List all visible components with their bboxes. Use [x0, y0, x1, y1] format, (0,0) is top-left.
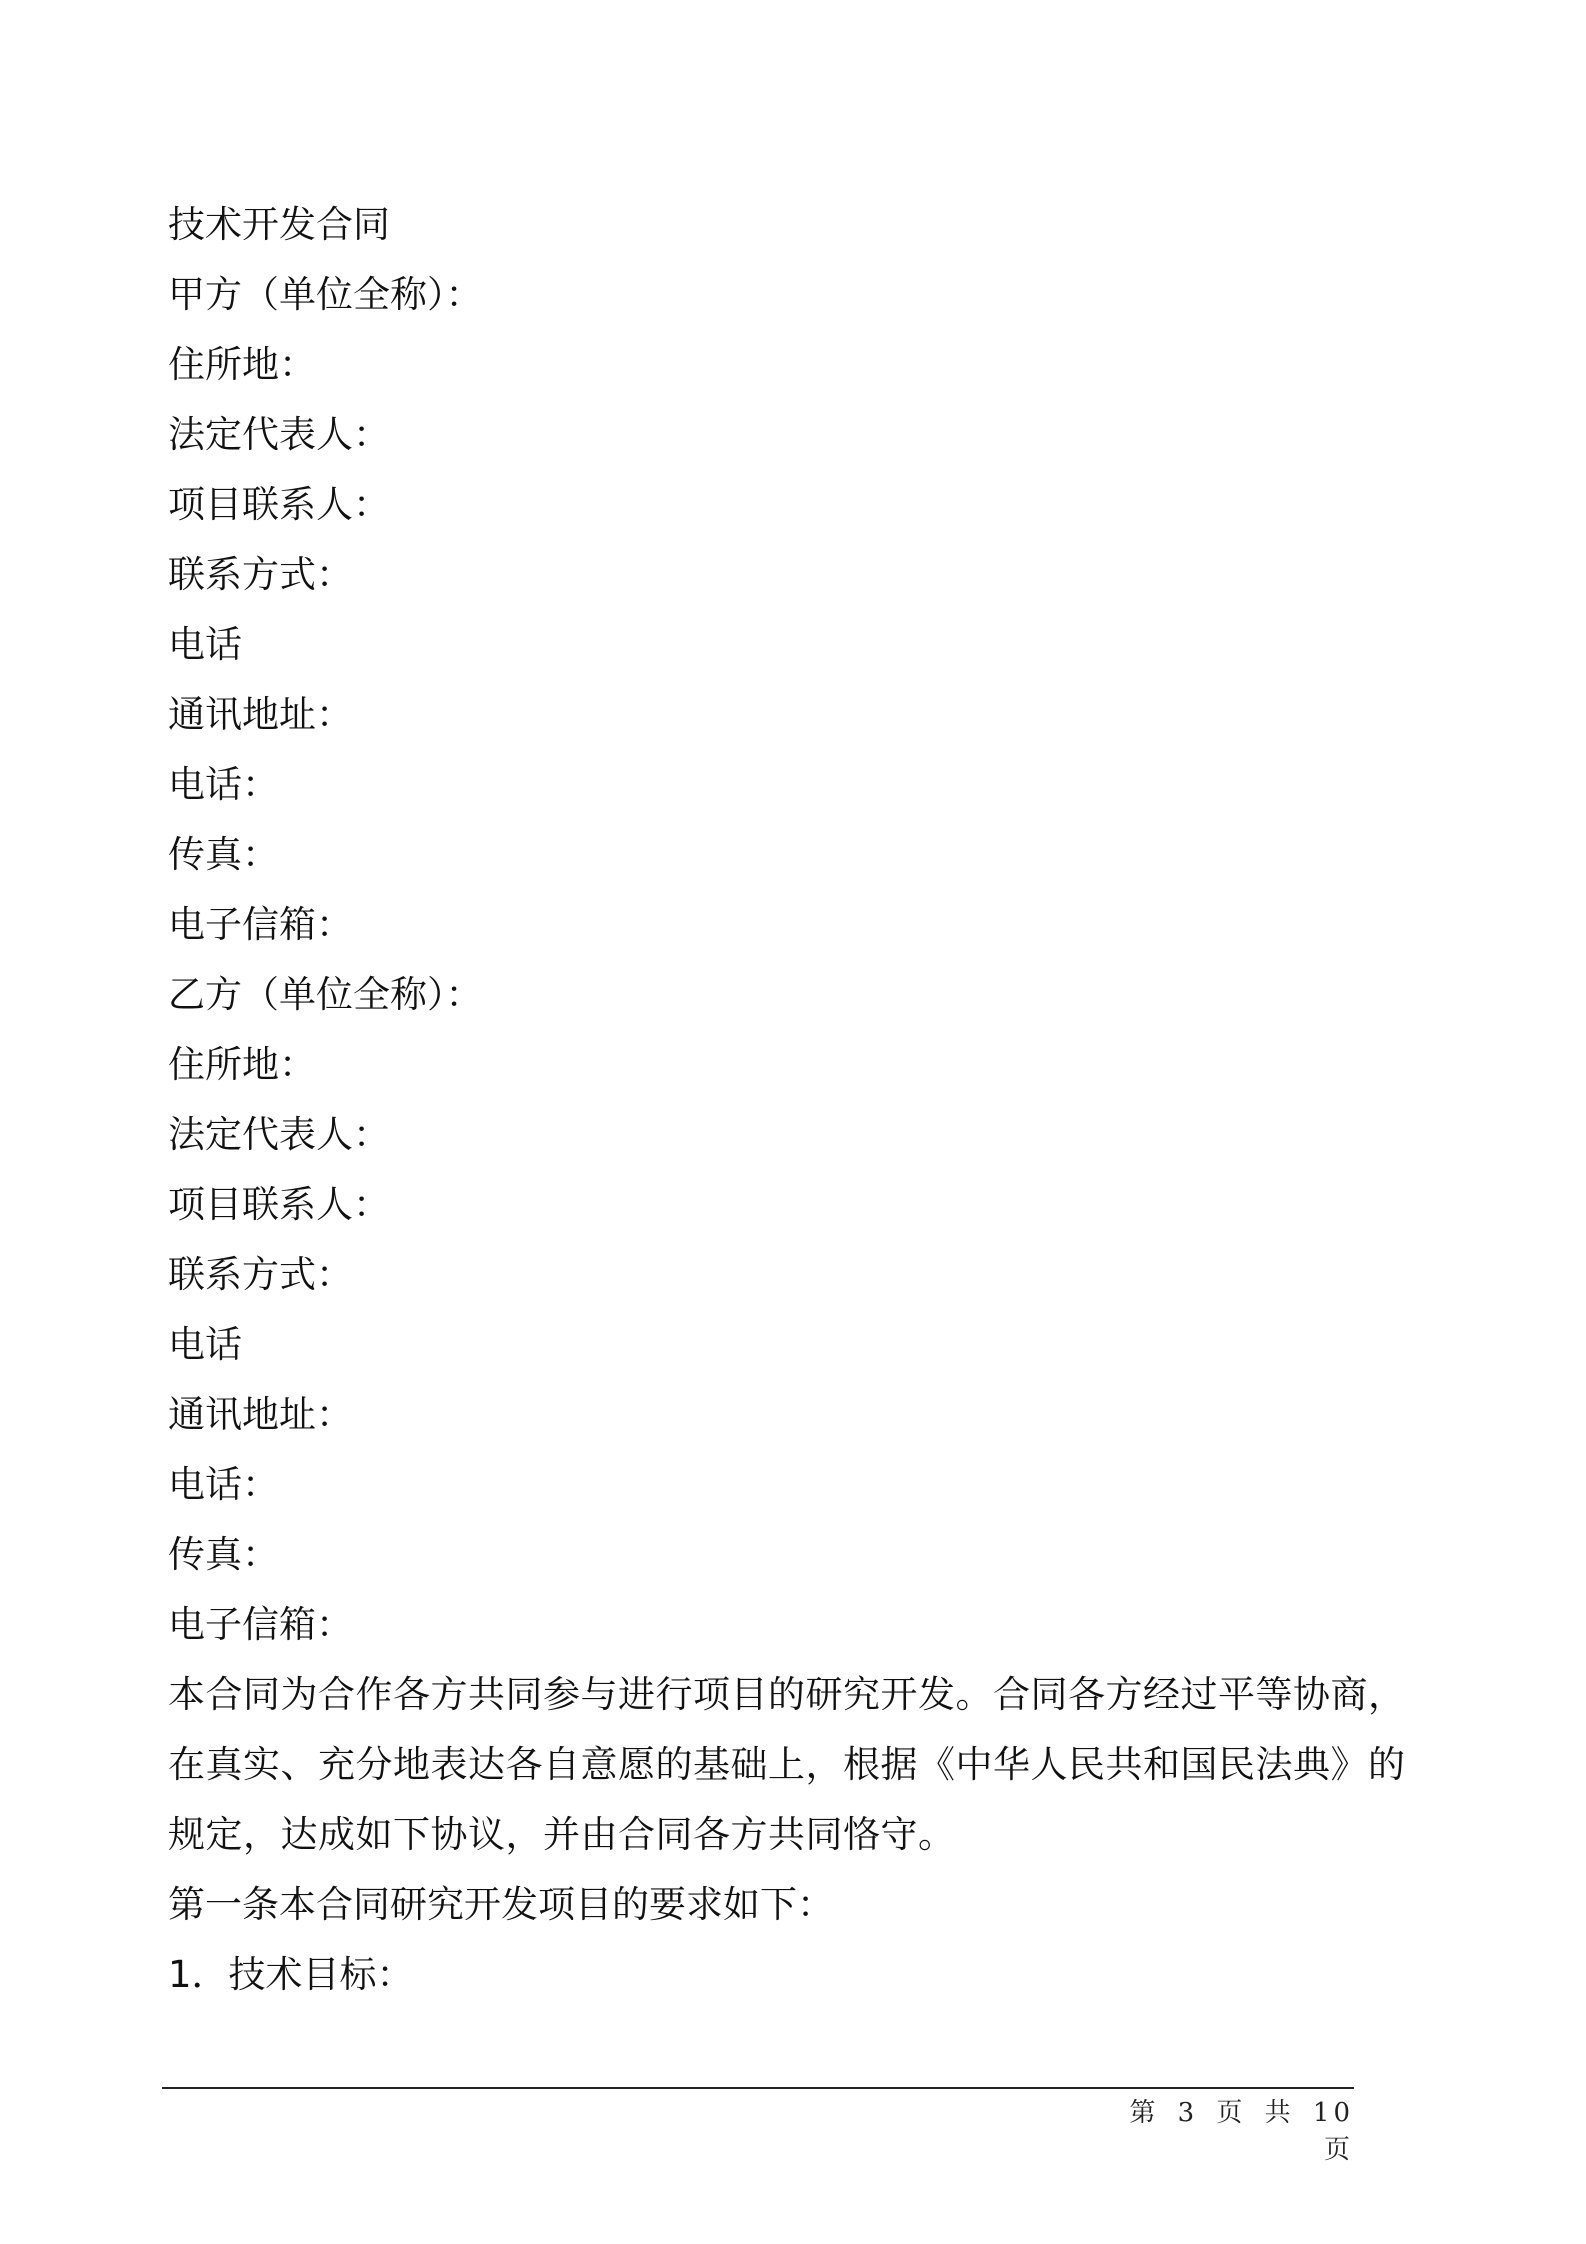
- party-a-name-field: 甲方（单位全称）：: [168, 273, 483, 316]
- party-a-contact-method-field: 联系方式：: [168, 553, 353, 596]
- document-body: [168, 190, 1438, 2010]
- party-b-mailing-address-field: 通讯地址：: [168, 1393, 353, 1436]
- party-a-phone-field: 电话：: [168, 763, 279, 806]
- clause-1-heading: 第一条本合同研究开发项目的要求如下：: [168, 1883, 834, 1926]
- footer-divider: [162, 2087, 1354, 2089]
- page-number: 第 3 页 共 10 页: [1129, 2098, 1354, 2165]
- party-a-email-field: 电子信箱：: [168, 903, 353, 946]
- party-b-contact-method-field: 联系方式：: [168, 1253, 353, 1296]
- party-b-fax-field: 传真：: [168, 1533, 279, 1576]
- party-a-address-field: 住所地：: [168, 343, 316, 386]
- clause-1-item-1: 1．技术目标：: [168, 1953, 414, 1996]
- party-a-legal-rep-field: 法定代表人：: [168, 413, 390, 456]
- party-a-fax-field: 传真：: [168, 833, 279, 876]
- party-b-legal-rep-field: 法定代表人：: [168, 1113, 390, 1156]
- party-b-address-field: 住所地：: [168, 1043, 316, 1086]
- party-b-phone-field: 电话：: [168, 1463, 279, 1506]
- party-a-phone-label: 电话: [168, 623, 242, 666]
- party-a-mailing-address-field: 通讯地址：: [168, 693, 353, 736]
- party-b-email-field: 电子信箱：: [168, 1603, 353, 1646]
- party-b-phone-label: 电话: [168, 1323, 242, 1366]
- document-title: 技术开发合同: [168, 203, 390, 246]
- preamble-paragraph: 本合同为合作各方共同参与进行项目的研究开发。合同各方经过平等协商，在真实、充分地表达各自意愿的基础上，根据《中华人民共和国民法典》的规定，达成如下协议，并由合同各方共同恪守。: [168, 1673, 1406, 1856]
- party-a-project-contact-field: 项目联系人：: [168, 483, 390, 526]
- party-b-project-contact-field: 项目联系人：: [168, 1183, 390, 1226]
- party-b-name-field: 乙方（单位全称）：: [168, 973, 483, 1016]
